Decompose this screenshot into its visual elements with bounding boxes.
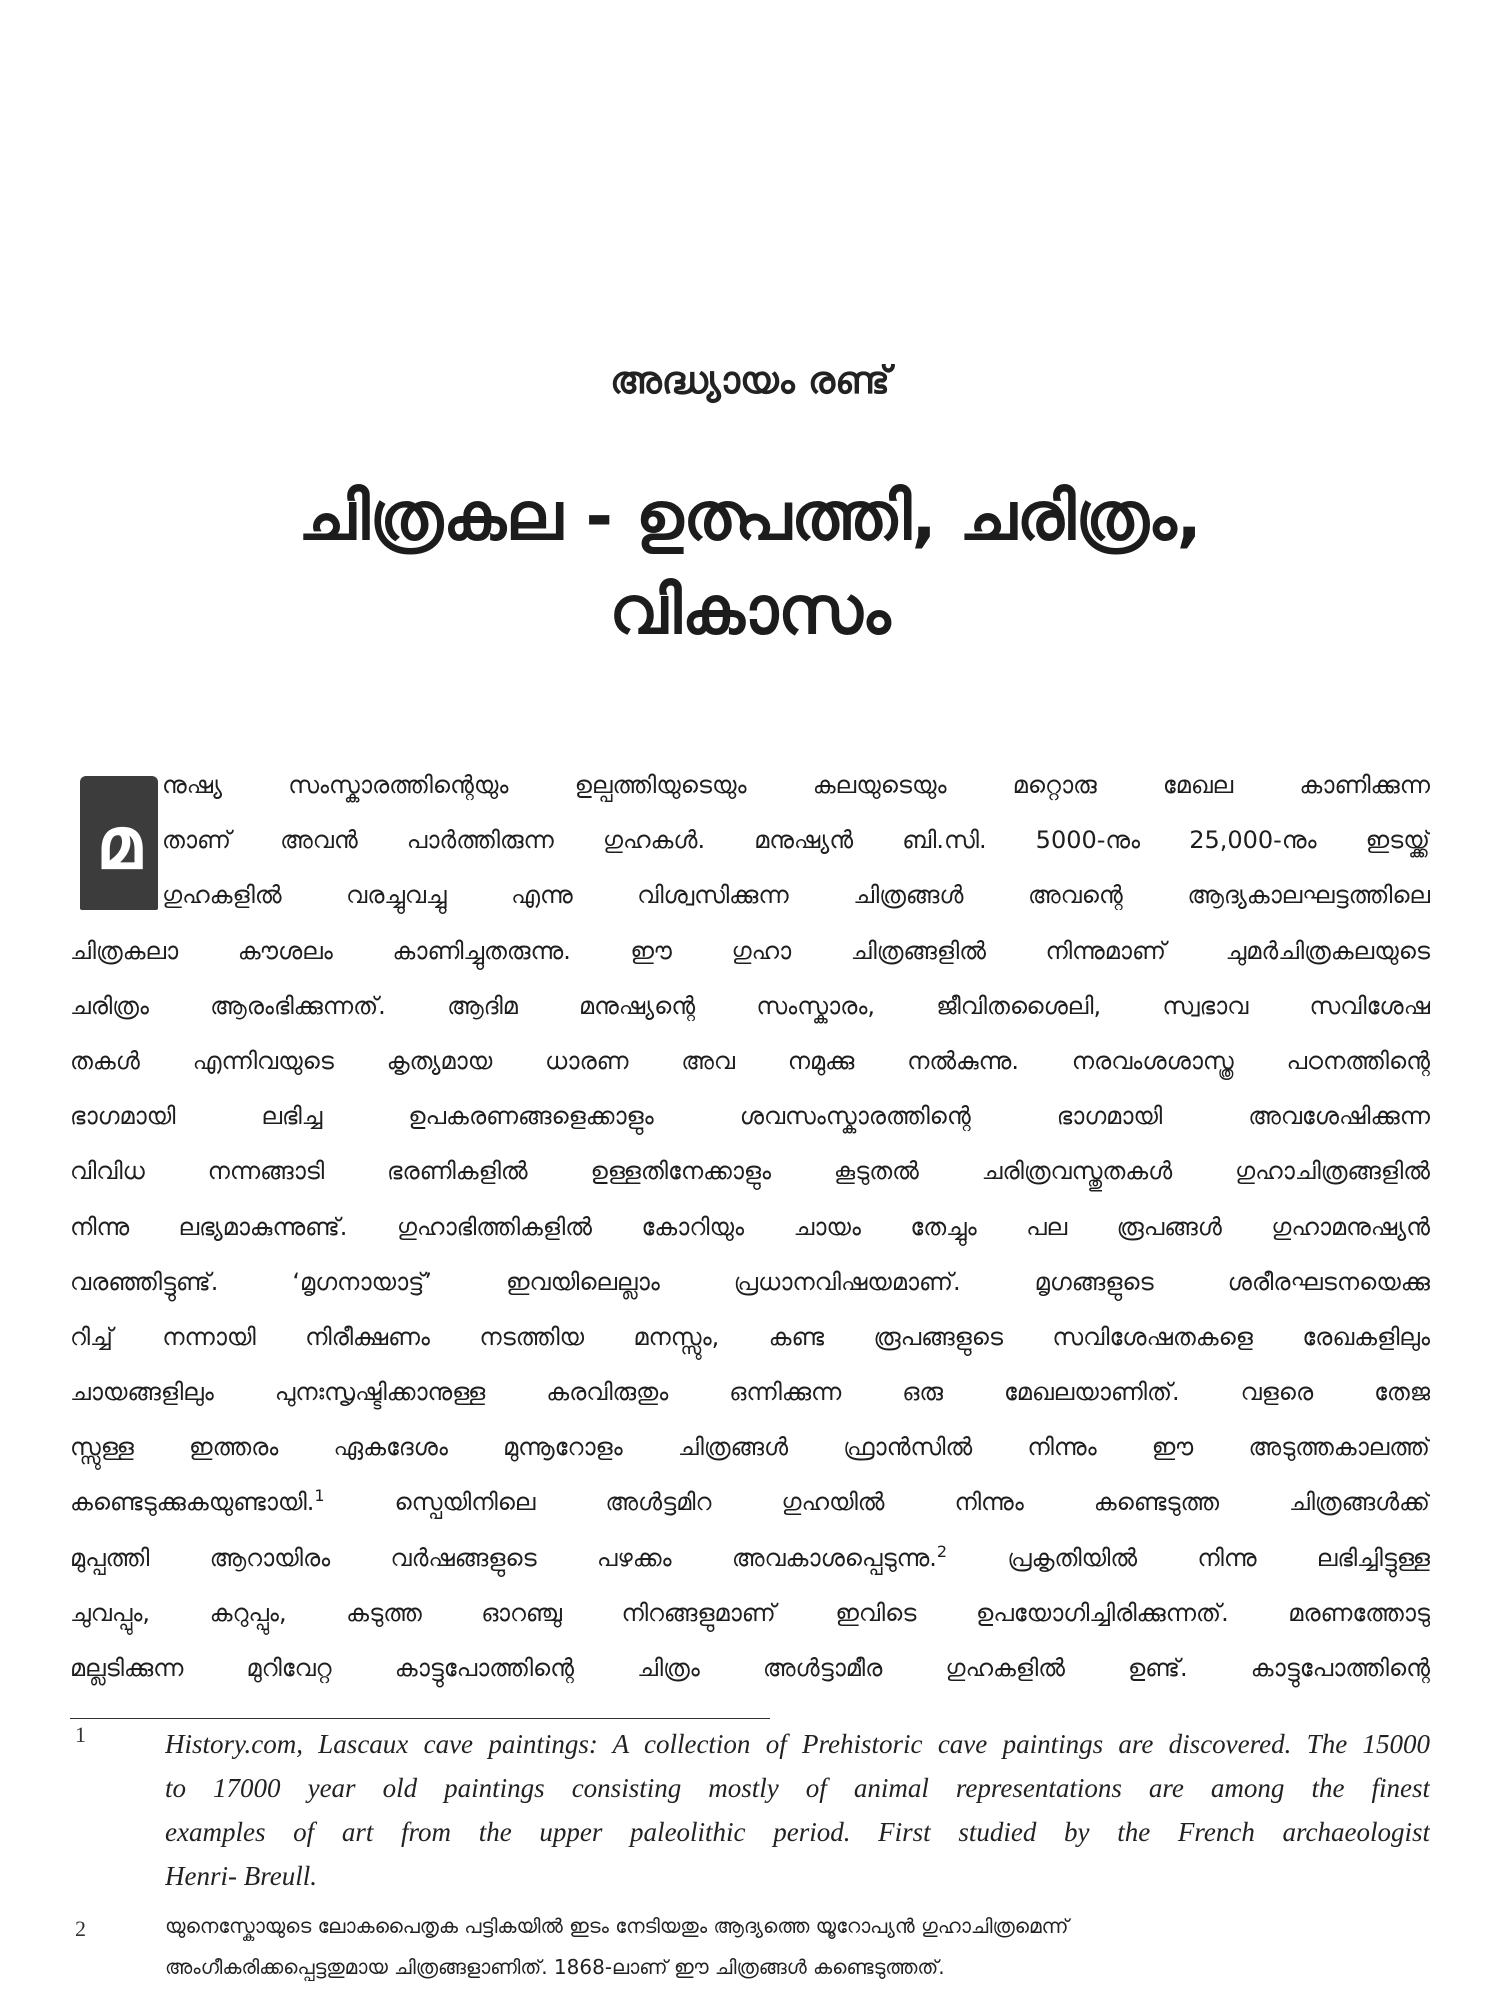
body-line-text: സ്പെയിനിലെ അൾട്ടമിറ ഗുഹയിൽ നിന്നും കണ്ടെടുത്ത ചിത്രങ്ങൾക്ക്: [324, 1488, 1430, 1517]
body-line: ചരിത്രം ആരംഭിക്കുന്നത്. ആദിമ മനുഷ്യന്റെ സംസ്കാരം, ജീവിതശൈലി, സ്വഭാവ സവിശേഷ: [70, 991, 1430, 1020]
footnote-line: examples of art from the upper paleolithic period. First studied by the French archaeologist: [165, 1817, 1430, 1847]
body-line: ചിത്രകലാ കൗശലം കാണിച്ചുതരുന്നു. ഈ ഗുഹാ ചിത്രങ്ങളിൽ നിന്നുമാണ് ചുമർചിത്രകലയുടെ: [70, 936, 1430, 965]
body-line: ചായങ്ങളിലും പുനഃസൃഷ്ടിക്കാനുള്ള കരവിരുതും ഒന്നിക്കുന്ന ഒരു മേഖലയാണിത്. വളരെ തേജ: [70, 1378, 1430, 1407]
chapter-title: [150, 470, 1350, 658]
footnote-divider: [70, 1718, 770, 1719]
footnote-number: 2: [75, 1916, 86, 1941]
body-line: ഗുഹകളിൽ വരച്ചുവച്ചു എന്നു വിശ്വസിക്കുന്ന ചിത്രങ്ങൾ അവന്റെ ആദ്യകാലഘട്ടത്തിലെ: [162, 881, 1430, 910]
body-line: റിച്ച് നന്നായി നിരീക്ഷണം നടത്തിയ മനസ്സും, കണ്ട രൂപങ്ങളുടെ സവിശേഷതകളെ രേഖകളിലും: [70, 1322, 1430, 1351]
footnotes: [70, 1722, 1430, 1988]
chapter-title-line-1: ചിത്രകല - ഉത്പത്തി, ചരിത്രം,: [298, 478, 1202, 555]
body-line: ചുവപ്പും, കറുപ്പും, കടുത്ത ഓറഞ്ചു നിറങ്ങളുമാണ് ഇവിടെ ഉപയോഗിച്ചിരിക്കുന്നത്. മരണത്തോടു: [70, 1598, 1430, 1627]
chapter-label: അദ്ധ്യായം രണ്ട്: [610, 358, 890, 402]
footnote-line: യുനെസ്കോയുടെ ലോകപൈതൃക പട്ടികയിൽ ഇടം നേടിയതും ആദ്യത്തെ യൂറോപ്യൻ ഗുഹാചിത്രമെന്ന്: [165, 1914, 1069, 1938]
body-paragraph: [70, 758, 1430, 1696]
footnote-2: [70, 1906, 1430, 1988]
footnote-line: അംഗീകരിക്കപ്പെട്ടതുമായ ചിത്രങ്ങളാണിത്. 1868-ലാണ് ഈ ചിത്രങ്ങൾ കണ്ടെടുത്തത്.: [165, 1955, 945, 1979]
body-line-with-footnote-ref: [70, 1475, 1430, 1530]
footnote-line: to 17000 year old paintings consisting mostly of animal representations are among the finest: [165, 1773, 1430, 1803]
body-line: താണ് അവൻ പാർത്തിരുന്ന ഗുഹകൾ. മനുഷ്യൻ ബി.സി. 5000-നും 25,000-നും ഇടയ്ക്ക്: [162, 826, 1430, 855]
body-line: വരഞ്ഞിട്ടുണ്ട്. ‘മൃഗനായാട്ട്’ ഇവയിലെല്ലാം പ്രധാനവിഷയമാണ്. മൃഗങ്ങളുടെ ശരീരഘടനയെക്കു: [70, 1267, 1430, 1296]
footnote-number: 1: [75, 1722, 86, 1747]
drop-cap-letter: മ: [80, 776, 158, 910]
footnote-1: [70, 1722, 1430, 1898]
body-line: സ്സുള്ള ഇത്തരം ഏകദേശം മുന്നൂറോളം ചിത്രങ്ങൾ ഫ്രാൻസിൽ നിന്നും ഈ അടുത്തകാലത്ത്: [70, 1433, 1430, 1462]
body-line: വിവിധ നന്നങ്ങാടി ഭരണികളിൽ ഉള്ളതിനേക്കാളും കൂടുതൽ ചരിത്രവസ്തുതകൾ ഗുഹാചിത്രങ്ങളിൽ: [70, 1157, 1430, 1186]
body-line-text: കണ്ടെടുക്കുകയുണ്ടായി.: [70, 1488, 315, 1517]
body-line-with-footnote-ref: [70, 1531, 1430, 1586]
body-line-text: മുപ്പത്തി ആറായിരം വർഷങ്ങളുടെ പഴക്കം അവകാശപ്പെടുന്നു.: [70, 1543, 937, 1572]
footnote-ref-1[interactable]: 1: [314, 1486, 325, 1506]
body-line-text: പ്രകൃതിയിൽ നിന്നു ലഭിച്ചിട്ടുള്ള: [947, 1543, 1430, 1572]
footnote-ref-2[interactable]: 2: [936, 1541, 948, 1561]
body-line: ഭാഗമായി ലഭിച്ച ഉപകരണങ്ങളെക്കാളും ശവസംസ്കാരത്തിന്റെ ഭാഗമായി അവശേഷിക്കുന്ന: [70, 1102, 1430, 1131]
chapter-title-line-2: വികാസം: [609, 572, 891, 649]
footnote-line: History.com, Lascaux cave paintings: A collection of Prehistoric cave paintings are discovered. The 15000: [165, 1729, 1430, 1759]
body-line: മല്ലടിക്കുന്ന മുറിവേറ്റ കാട്ടുപോത്തിന്റെ ചിത്രം അൾട്ടാമീര ഗുഹകളിൽ ഉണ്ട്. കാട്ടുപോത്തിന്റെ: [70, 1654, 1430, 1682]
body-line: നുഷ്യ സംസ്കാരത്തിന്റെയും ഉല്പത്തിയുടെയും കലയുടെയും മറ്റൊരു മേഖല കാണിക്കുന്ന: [162, 771, 1430, 799]
body-line: തകൾ എന്നിവയുടെ കൃത്യമായ ധാരണ അവ നമുക്കു നൽകുന്നു. നരവംശശാസ്ത്ര പഠനത്തിന്റെ: [70, 1046, 1430, 1075]
body-line: നിന്നു ലഭ്യമാകുന്നുണ്ട്. ഗുഹാഭിത്തികളിൽ കോറിയും ചായം തേച്ചും പല രൂപങ്ങൾ ഗുഹാമനുഷ്യൻ: [70, 1212, 1430, 1241]
footnote-line: Henri- Breull.: [165, 1861, 317, 1891]
